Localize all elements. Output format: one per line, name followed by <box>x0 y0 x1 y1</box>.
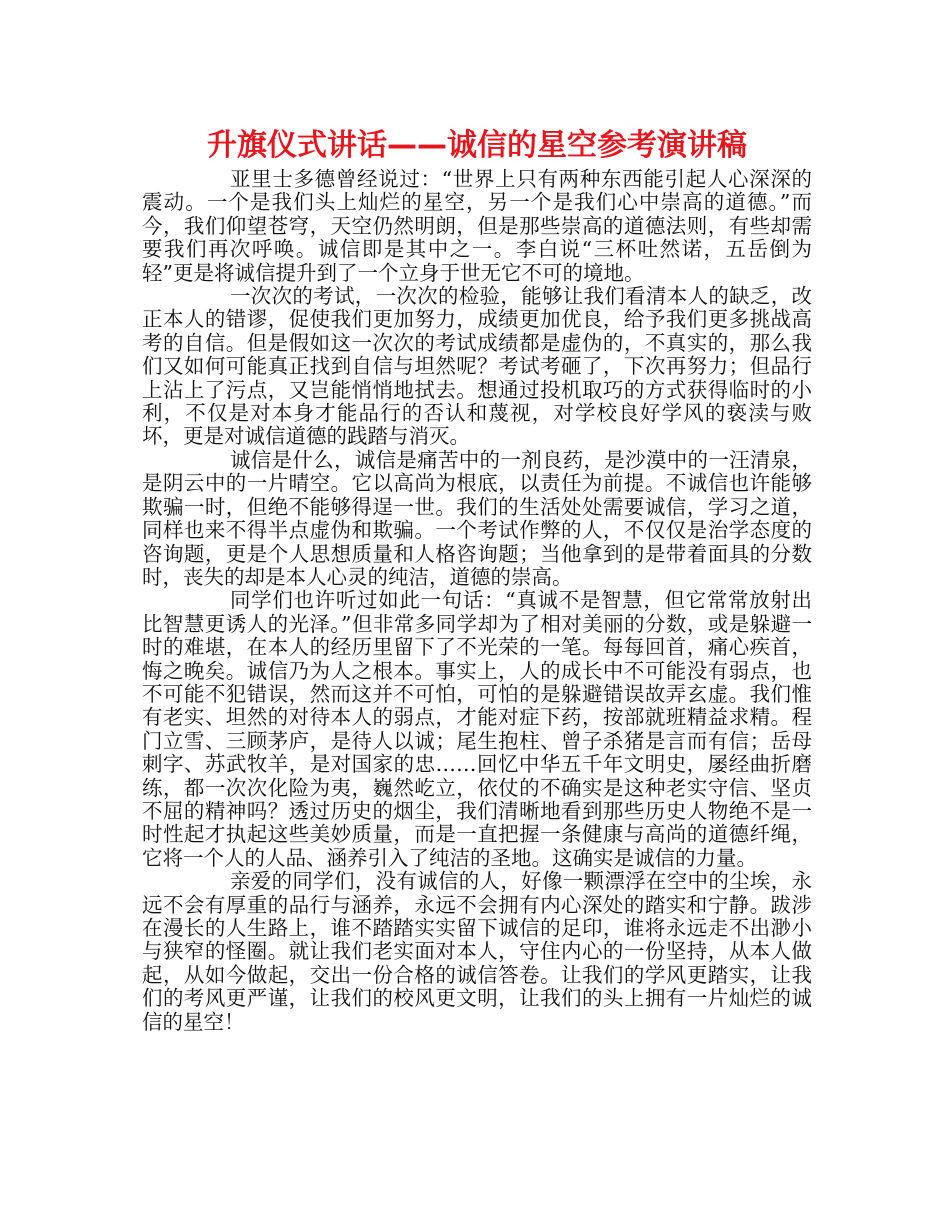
paragraph-1: 亚里士多德曾经说过：“世界上只有两种东西能引起人心深深的震动。一个是我们头上灿烂的星空，另一个是我们心中崇高的道德。”而今，我们仰望苍穹，天空仍然明朗，但是那些崇高的道德法则，有些却需要我们再次呼唤。诚信即是其中之一。李白说“三杯吐然诺，五岳倒为轻”更是将诚信提升到了一个立身于世无它不可的境地。 <box>142 167 812 285</box>
document-title: 升旗仪式讲话——诚信的星空参考演讲稿 <box>207 128 747 163</box>
paragraph-4: 同学们也许听过如此一句话：“真诚不是智慧，但它常常放射出比智慧更诱人的光泽。”但非常多同学却为了相对美丽的分数，或是躲避一时的难堪，在本人的经历里留下了不光荣的一笔。每每回首，痛心疾首，悔之晚矣。诚信乃为人之根本。事实上，人的成长中不可能没有弱点，也不可能不犯错误，然而这并不可怕，可怕的是躲避错误故弄玄虚。我们惟有老实、坦然的对待本人的弱点，才能对症下药，按部就班精益求精。程门立雪、三顾茅庐，是待人以诚；尾生抱柱、曾子杀猪是言而有信；岳母刺字、苏武牧羊，是对国家的忠……回忆中华五千年文明史，屡经曲折磨练，都一次次化险为夷，巍然屹立，依仗的不确实是这种老实守信、坚贞不屈的精神吗？透过历史的烟尘，我们清晰地看到那些历史人物绝不是一时性起才执起这些美妙质量，而是一直把握一条健康与高尚的道德纤绳，它将一个人的人品、涵养引入了纯洁的圣地。这确实是诚信的力量。 <box>142 588 812 870</box>
paragraph-3: 诚信是什么，诚信是痛苦中的一剂良药，是沙漠中的一汪清泉，是阴云中的一片晴空。它以高尚为根底，以责任为前提。不诚信也许能够欺骗一时，但绝不能够得逞一世。我们的生活处处需要诚信，学习之道，同样也来不得半点虚伪和欺骗。一个考试作弊的人，不仅仅是治学态度的咨询题，更是个人思想质量和人格咨询题；当他拿到的是带着面具的分数时，丧失的却是本人心灵的纯洁，道德的崇高。 <box>142 447 812 589</box>
paragraph-2: 一次次的考试，一次次的检验，能够让我们看清本人的缺乏，改正本人的错谬，促使我们更加努力，成绩更加优良，给予我们更多挑战高考的自信。但是假如这一次次的考试成绩都是虚伪的，不真实的，那么我们又如何可能真正找到自信与坦然呢？考试考砸了，下次再努力；但品行上沾上了污点，又岂能悄悄地拭去。想通过投机取巧的方式获得临时的小利，不仅是对本身才能品行的否认和蔑视，对学校良好学风的亵渎与败坏，更是对诚信道德的践踏与消灭。 <box>142 284 812 449</box>
document-page <box>142 126 812 1034</box>
paragraph-5: 亲爱的同学们，没有诚信的人，好像一颗漂浮在空中的尘埃，永远不会有厚重的品行与涵养，永远不会拥有内心深处的踏实和宁静。跋涉在漫长的人生路上，谁不踏踏实实留下诚信的足印，谁将永远走不出渺小与狭窄的怪圈。就让我们老实面对本人，守住内心的一份坚持，从本人做起，从如今做起，交出一份合格的诚信答卷。让我们的学风更踏实，让我们的考风更严谨，让我们的校风更文明，让我们的头上拥有一片灿烂的诚信的星空！ <box>142 869 812 1034</box>
